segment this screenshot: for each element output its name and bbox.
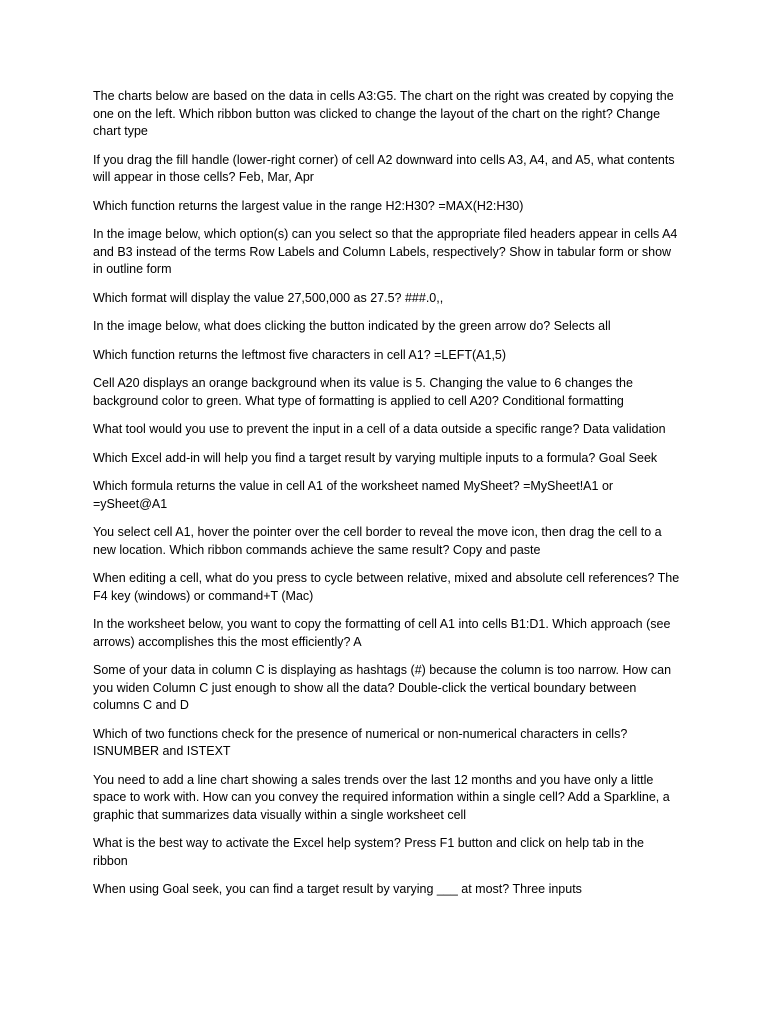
qa-paragraph-max-function: Which function returns the largest value in the range H2:H30? =MAX(H2:H30) bbox=[93, 198, 524, 213]
qa-paragraph-cell-references: When editing a cell, what do you press to cycle between relative, mixed and absolute cell references? The F4 key (windows) or command+T (Mac) bbox=[93, 571, 680, 603]
qa-paragraph-isnumber-istext: Which of two functions check for the presence of numerical or non-numerical characters in cells? ISNUMBER and ISTEXT bbox=[93, 726, 628, 758]
qa-paragraph-pivot-headers: In the image below, which option(s) can you select so that the appropriate filed headers appear in cells A4 and B3 instead of the terms Row Labels and Column Labels, respectively? Show in tabular form or show in outline form bbox=[93, 227, 678, 276]
qa-paragraph-chart-layout: The charts below are based on the data in cells A3:G5. The chart on the right was created by copying the one on the left. Which ribbon button was clicked to change the layout of the chart on the right? Change chart type bbox=[93, 89, 674, 138]
qa-paragraph-data-validation: What tool would you use to prevent the input in a cell of a data outside a specific range? Data validation bbox=[93, 422, 666, 436]
qa-paragraph-column-width: Some of your data in column C is displaying as hashtags (#) because the column is too narrow. How can you widen Column C just enough to show all the data? Double-click the vertical boundary between columns C and D bbox=[93, 663, 672, 712]
qa-paragraph-conditional-formatting: Cell A20 displays an orange background when its value is 5. Changing the value to 6 changes the background color to green. What type of formatting is applied to cell A20? Conditional formatting bbox=[93, 376, 633, 408]
qa-paragraph-sheet-reference: Which formula returns the value in cell A1 of the worksheet named MySheet? =MySheet!A1 or =ySheet@A1 bbox=[93, 479, 614, 511]
qa-paragraph-sparkline: You need to add a line chart showing a sales trends over the last 12 months and you have only a little space to work with. How can you convey the required information within a single cell? Add a Sparkline, a graphic that summarizes data visually within a single worksheet cell bbox=[93, 772, 670, 822]
qa-paragraph-move-cell: You select cell A1, hover the pointer over the cell border to reveal the move icon, then drag the cell to a new location. Which ribbon commands achieve the same result? Copy and paste bbox=[93, 525, 662, 557]
qa-paragraph-goal-seek-inputs: When using Goal seek, you can find a target result by varying ___ at most? Three inputs bbox=[93, 882, 582, 896]
qa-paragraph-goal-seek-addin: Which Excel add-in will help you find a target result by varying multiple inputs to a formula? Goal Seek bbox=[93, 450, 658, 465]
qa-paragraph-number-format: Which format will display the value 27,500,000 as 27.5? ###.0,, bbox=[93, 290, 444, 305]
qa-paragraph-help-system: What is the best way to activate the Excel help system? Press F1 button and click on help tab in the ribbon bbox=[93, 836, 644, 868]
qa-paragraph-copy-formatting: In the worksheet below, you want to copy the formatting of cell A1 into cells B1:D1. Which approach (see arrows) accomplishes this the most efficiently? A bbox=[93, 617, 671, 649]
qa-paragraph-select-all: In the image below, what does clicking the button indicated by the green arrow do? Selects all bbox=[93, 319, 611, 333]
qa-paragraph-fill-handle: If you drag the fill handle (lower-right corner) of cell A2 downward into cells A3, A4, and A5, what contents will appear in those cells? Feb, Mar, Apr bbox=[93, 152, 675, 184]
qa-paragraph-left-function: Which function returns the leftmost five characters in cell A1? =LEFT(A1,5) bbox=[93, 347, 507, 362]
